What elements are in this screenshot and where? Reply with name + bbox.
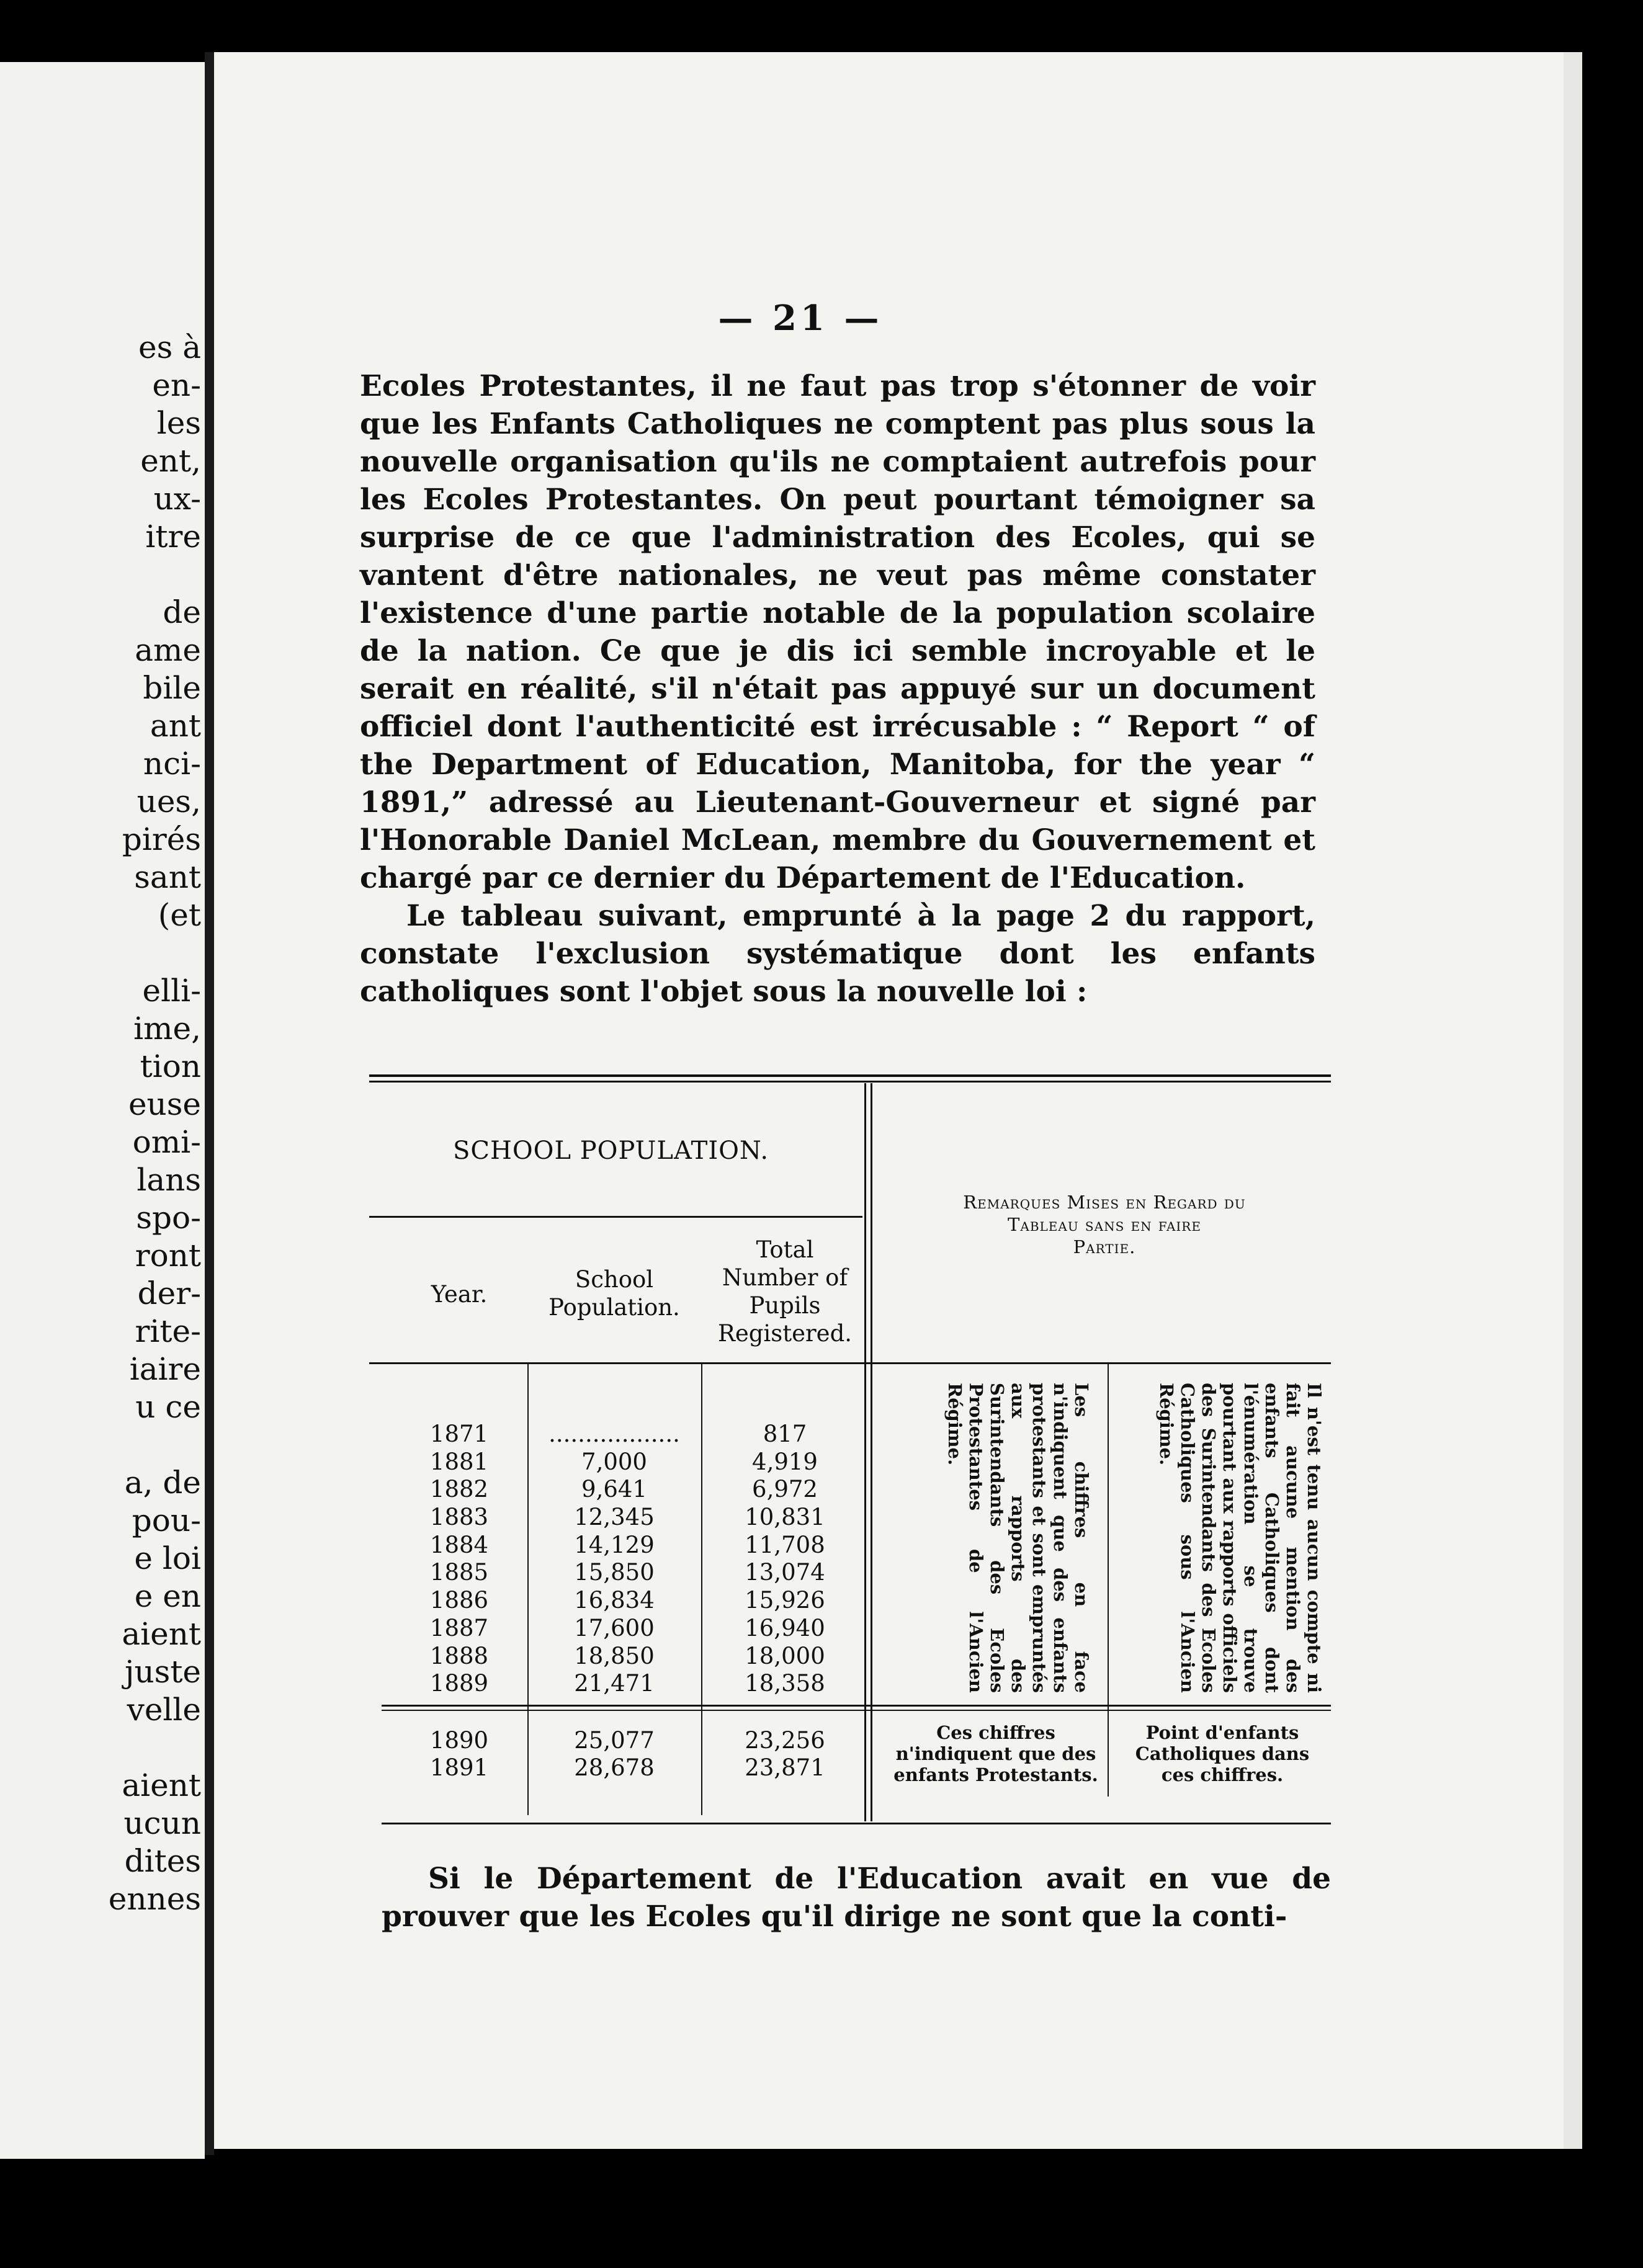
- column-population-old: [540, 1421, 689, 1698]
- remarks-header: Remarques Mises en Regard du Tableau sans en faire Partie.: [963, 1192, 1246, 1257]
- table-cell-population: 17,600: [574, 1614, 655, 1641]
- page: [214, 52, 1579, 2149]
- table-cell-total: 23,256: [745, 1727, 825, 1754]
- table-cell-total: 15,926: [745, 1587, 825, 1614]
- previous-page-text: [109, 329, 201, 1918]
- previous-page-line: aient: [122, 1616, 201, 1652]
- previous-page-line: ucun: [123, 1805, 201, 1841]
- previous-page-line: ant: [150, 708, 201, 744]
- table-cell-year: 1882: [429, 1476, 489, 1503]
- table-cell-population: 28,678: [574, 1754, 655, 1781]
- previous-page-line: ront: [135, 1238, 201, 1274]
- school-population-table: [214, 52, 1579, 2149]
- previous-page-line: a, de: [124, 1465, 201, 1501]
- table-cell-total: 4,919: [752, 1448, 818, 1475]
- closing-text: [382, 1860, 1331, 1935]
- previous-page-line: iaire: [129, 1351, 201, 1387]
- table-cell-year: 1883: [429, 1504, 489, 1531]
- table-cell-population: 18,850: [574, 1642, 655, 1669]
- previous-page-line: omi-: [132, 1124, 201, 1160]
- table-cell-population: 12,345: [574, 1504, 655, 1531]
- table-cell-population: 25,077: [574, 1727, 655, 1754]
- table-cell-total: 16,940: [745, 1614, 825, 1641]
- previous-page-line: itre: [145, 519, 201, 555]
- table-cell-population: ..................: [548, 1421, 680, 1447]
- previous-page-line: [109, 556, 201, 594]
- previous-page-line: de: [163, 594, 201, 630]
- table-title: SCHOOL POPULATION.: [453, 1136, 769, 1165]
- table-cell-population: 7,000: [581, 1448, 647, 1475]
- previous-page-line: juste: [124, 1654, 201, 1690]
- column-total-old: [710, 1421, 859, 1698]
- page-edge: [1564, 52, 1582, 2149]
- previous-page-line: aient: [122, 1767, 201, 1803]
- table-cell-population: 21,471: [574, 1670, 655, 1697]
- previous-page-line: ux-: [153, 481, 201, 517]
- column-year-new: [400, 1727, 518, 1782]
- table-cell-total: 18,358: [745, 1670, 825, 1697]
- previous-page-line: velle: [127, 1692, 201, 1728]
- previous-page-line: u ce: [135, 1389, 201, 1425]
- previous-page-line: (et: [158, 897, 201, 933]
- previous-page-line: [109, 1426, 201, 1464]
- table-cell-year: 1891: [429, 1754, 489, 1781]
- table-cell-year: 1888: [429, 1642, 489, 1669]
- table-cell-total: 13,074: [745, 1559, 825, 1586]
- previous-page-line: e loi: [134, 1540, 201, 1576]
- previous-page-line: elli-: [142, 973, 201, 1009]
- previous-page-line: bile: [143, 670, 201, 706]
- previous-page-line: dites: [124, 1843, 201, 1879]
- book-gutter: [205, 52, 214, 2155]
- paragraph-1: Ecoles Protestantes, il ne faut pas trop s'étonner de voir que les Enfants Catholiques ne comptent pas plus sous la nouvelle organisation qu'ils ne comptaient autrefois pour les Ecoles Protestantes. On peut pourtant témoigner sa surprise de ce que l'administration des Ecoles, qui se vantent d'être nationales, ne veut pas même constater l'existence d'une partie notable de la population scolaire de la nation. Ce que je dis ici semble incroyable et le serait en réalité, s'il n'était pas appuyé sur un document officiel dont l'authenticité est irrécusable : “ Report “ of the Department of Education, Manitoba, for the year “ 1891,” adressé au Lieutenant-Gouverneur et signé par l'Honorable Daniel McLean, membre du Gouvernement et chargé par ce dernier du Département de l'Education.: [360, 369, 1315, 895]
- previous-page-line: es à: [138, 329, 201, 365]
- table-cell-total: 6,972: [752, 1476, 818, 1503]
- table-cell-population: 14,129: [574, 1531, 655, 1558]
- previous-page-line: ame: [135, 632, 201, 668]
- previous-page-line: ues,: [137, 784, 201, 819]
- paragraph-3: Si le Département de l'Education avait en vue de prouver que les Ecoles qu'il dirige ne sont que la conti-: [382, 1862, 1331, 1934]
- previous-page-line: [109, 1729, 201, 1767]
- previous-page-line: lans: [137, 1162, 201, 1198]
- table-cell-population: 15,850: [574, 1559, 655, 1586]
- previous-page-line: pirés: [122, 821, 201, 857]
- table-cell-total: 11,708: [745, 1531, 825, 1558]
- table-cell-year: 1886: [429, 1587, 489, 1614]
- previous-page-line: spo-: [136, 1200, 201, 1236]
- previous-page-line: pou-: [132, 1502, 201, 1538]
- table-cell-population: 9,641: [581, 1476, 647, 1503]
- previous-page: [0, 62, 205, 2159]
- remark-catholic-bottom: Point d'enfants Catholiques dans ces chiffres.: [1135, 1722, 1310, 1785]
- previous-page-line: euse: [128, 1086, 201, 1122]
- previous-page-line: tion: [140, 1048, 201, 1084]
- previous-page-line: [109, 934, 201, 972]
- header-year: Year.: [431, 1281, 488, 1308]
- header-total-pupils: Total Number of Pupils Registered.: [717, 1236, 853, 1347]
- remark-protestant-vertical: Les chiffres en face n'indiquent que des enfants protestants et sont empruntés aux rapports des Surintendants des Ecoles Protestantes de l'Ancien Régime.: [944, 1383, 1092, 1693]
- remark-protestant-bottom: Ces chiffres n'indiquent que des enfants Protestants.: [893, 1722, 1098, 1785]
- paragraph-2: Le tableau suivant, emprunté à la page 2 du rapport, constate l'exclusion systématique dont les enfants catholiques sont l'objet sous la nouvelle loi :: [360, 899, 1315, 1009]
- previous-page-line: les: [156, 405, 201, 441]
- table-cell-total: 18,000: [745, 1642, 825, 1669]
- previous-page-line: der-: [137, 1275, 201, 1311]
- table-cell-year: 1881: [429, 1448, 489, 1475]
- previous-page-line: sant: [134, 859, 201, 895]
- previous-page-line: rite-: [135, 1313, 201, 1349]
- table-cell-total: 10,831: [745, 1504, 825, 1531]
- previous-page-line: ennes: [108, 1881, 201, 1917]
- table-cell-year: 1871: [429, 1421, 489, 1447]
- table-cell-year: 1885: [429, 1559, 489, 1586]
- column-population-new: [540, 1727, 689, 1782]
- previous-page-line: nci-: [143, 746, 201, 782]
- table-cell-year: 1887: [429, 1614, 489, 1641]
- column-year-old: [400, 1421, 518, 1698]
- header-school-population: School Population.: [548, 1266, 680, 1321]
- previous-page-line: en-: [152, 367, 201, 403]
- column-total-new: [710, 1727, 859, 1782]
- table-cell-year: 1884: [429, 1531, 489, 1558]
- remark-catholic-vertical: Il n'est tenu aucun compte ni fait aucune mention des enfants Catholiques dont l'énumération se trouve pourtant aux rapports officiels des Surintendants des Ecoles Catholiques sous l'Ancien Régime.: [1156, 1383, 1325, 1693]
- table-cell-year: 1890: [429, 1727, 489, 1754]
- previous-page-line: e en: [134, 1578, 201, 1614]
- previous-page-line: ime,: [133, 1011, 201, 1047]
- table-cell-population: 16,834: [574, 1587, 655, 1614]
- page-number: — 21 —: [718, 298, 883, 339]
- table-cell-year: 1889: [429, 1670, 489, 1697]
- previous-page-line: ent,: [140, 443, 201, 479]
- table-cell-total: 817: [763, 1421, 807, 1447]
- table-cell-total: 23,871: [745, 1754, 825, 1781]
